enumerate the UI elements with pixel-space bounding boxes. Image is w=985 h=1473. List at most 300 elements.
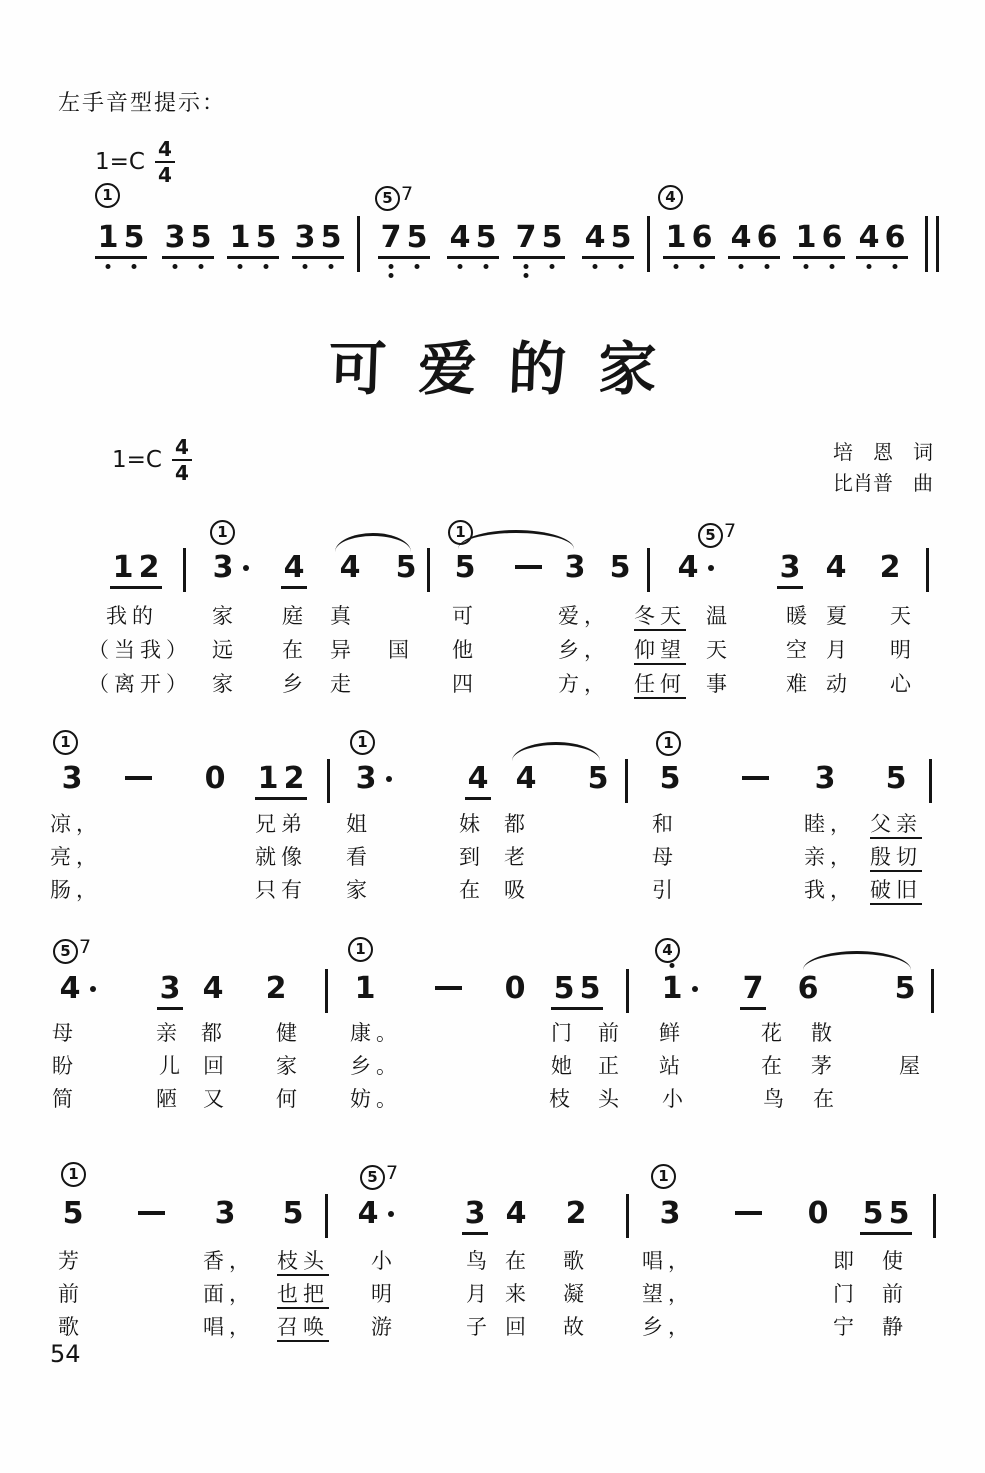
note <box>263 973 289 1005</box>
low-octave-dot <box>389 273 394 278</box>
lyric-syllable: 鲜 <box>659 1021 685 1045</box>
note <box>663 222 715 259</box>
lyric-syllable: 只有 <box>255 878 307 902</box>
note <box>513 763 539 795</box>
chord-mark <box>350 730 375 755</box>
chord-circled-degree: 1 <box>95 183 120 208</box>
chord-circled-degree: 1 <box>448 520 473 545</box>
lyric-syllable: 乡 <box>282 672 308 696</box>
meter-denominator: 4 <box>174 461 189 485</box>
note-digit: 3 <box>779 550 801 585</box>
chord-circled-degree: 1 <box>651 1164 676 1189</box>
low-octave-dot <box>458 264 463 269</box>
note-digit: 5 <box>888 1196 910 1231</box>
lyric-syllable: 在 <box>505 1249 531 1273</box>
lyric-syllable: 庭 <box>282 604 308 628</box>
chord-mark <box>95 183 120 208</box>
barline <box>427 548 430 592</box>
chord-circled-degree: 1 <box>61 1162 86 1187</box>
low-octave-dot <box>804 264 809 269</box>
augmentation-dot <box>90 986 96 992</box>
note-digit: 0 <box>504 971 526 1006</box>
lyric-syllable: 前 <box>598 1021 624 1045</box>
high-octave-dot <box>670 963 675 968</box>
barline <box>926 548 929 592</box>
lyric-syllable: 回 <box>203 1054 229 1078</box>
slur-arc <box>458 530 574 549</box>
chord-circled-degree: 4 <box>655 938 680 963</box>
note <box>162 222 214 259</box>
chord-seventh: 7 <box>386 1162 399 1184</box>
lyric-syllable: 花 <box>761 1021 787 1045</box>
lyric-syllable: 事 <box>706 672 732 696</box>
note-digit: 2 <box>265 971 287 1006</box>
note <box>95 222 147 259</box>
barline <box>626 1194 629 1238</box>
lyric-syllable: 破旧 <box>870 878 922 905</box>
lyric-syllable: 芳 <box>58 1249 84 1273</box>
note <box>657 763 683 795</box>
lyric-syllable: 老 <box>504 845 530 869</box>
note-digit: 5 <box>587 761 609 796</box>
lyric-syllable: 四 <box>452 672 478 696</box>
low-octave-dot <box>700 264 705 269</box>
lyric-syllable: 亲 <box>156 1021 182 1045</box>
meter-top-denominator: 4 <box>157 163 172 187</box>
barline <box>647 216 650 272</box>
note <box>352 973 378 1005</box>
lyric-syllable: 在 <box>813 1087 839 1111</box>
augmentation-dot <box>708 565 714 571</box>
lyric-syllable: 难 <box>786 672 812 696</box>
chord-mark <box>360 1162 398 1190</box>
note-digit: 4 <box>339 550 361 585</box>
note <box>659 973 685 1005</box>
note-digit: 4 <box>825 550 847 585</box>
low-octave-dot <box>415 264 420 269</box>
note-digit: 5 <box>318 222 344 254</box>
lyric-syllable: 都 <box>201 1021 227 1045</box>
lyric-syllable: 动 <box>826 672 852 696</box>
chord-circled-degree: 5 <box>360 1165 385 1190</box>
lyric-syllable: 回 <box>505 1315 531 1339</box>
note-digit: 1 <box>227 222 253 254</box>
low-octave-dot <box>674 264 679 269</box>
chord-mark <box>656 731 681 756</box>
note-digit: 5 <box>62 1196 84 1231</box>
note <box>551 973 603 1010</box>
chord-seventh: 7 <box>401 183 414 205</box>
note-digit: 5 <box>454 550 476 585</box>
lyric-syllable: （离开） <box>88 672 192 696</box>
lyric-syllable: 屋 <box>899 1054 925 1078</box>
lyric-syllable: 歌 <box>58 1315 84 1339</box>
note-digit: 4 <box>728 222 754 254</box>
lyric-syllable: 乡。 <box>350 1054 402 1078</box>
lyric-syllable: 使 <box>882 1249 908 1273</box>
lyric-syllable: 家 <box>276 1054 302 1078</box>
note <box>202 763 228 795</box>
note-digit: 5 <box>659 761 681 796</box>
lyric-syllable: 小 <box>662 1087 688 1111</box>
lyric-syllable: 远 <box>212 638 238 662</box>
note <box>59 763 85 795</box>
note-digit: 4 <box>447 222 473 254</box>
lyric-syllable: 前 <box>882 1282 908 1306</box>
note <box>157 973 183 1010</box>
chord-circled-degree: 1 <box>210 520 235 545</box>
note <box>503 1198 529 1230</box>
lyric-syllable: 妹 <box>459 812 485 836</box>
low-octave-dot <box>524 264 529 269</box>
lyric-syllable: 母 <box>52 1021 78 1045</box>
lyric-syllable: 月 <box>466 1282 492 1306</box>
note-digit: 5 <box>894 971 916 1006</box>
lyric-syllable: 陋 <box>156 1087 182 1111</box>
note-digit: 4 <box>467 761 489 796</box>
lyric-syllable: 异 <box>330 638 356 662</box>
lyric-syllable: 父亲 <box>870 812 922 839</box>
note-digit: 4 <box>357 1196 379 1231</box>
lyric-syllable: 游 <box>371 1315 397 1339</box>
note <box>462 1198 488 1235</box>
barline <box>933 1194 936 1238</box>
song-title: 可爱的家 <box>327 335 690 403</box>
note-digit: 7 <box>742 971 764 1006</box>
lyric-syllable: 姐 <box>346 812 372 836</box>
chord-mark <box>61 1162 86 1187</box>
lyric-syllable: （当我） <box>88 638 192 662</box>
lyric-syllable: 散 <box>811 1021 837 1045</box>
note-digit: 5 <box>862 1196 884 1231</box>
note <box>281 552 307 589</box>
lyric-syllable: 门 <box>551 1021 577 1045</box>
low-octave-dot <box>389 264 394 269</box>
note-digit: 1 <box>793 222 819 254</box>
lyric-syllable: 小 <box>371 1249 397 1273</box>
note <box>393 552 419 584</box>
lyric-syllable: 儿 <box>159 1054 185 1078</box>
note <box>883 763 909 795</box>
low-octave-dot <box>106 264 111 269</box>
chord-seventh: 7 <box>724 520 737 542</box>
note-digit: 4 <box>515 761 537 796</box>
lyric-syllable: 家 <box>212 672 238 696</box>
low-octave-dot <box>238 264 243 269</box>
low-octave-dot <box>830 264 835 269</box>
key-label: 1=C <box>112 446 162 473</box>
lyric-syllable: 到 <box>459 845 485 869</box>
meter-numerator: 4 <box>172 436 192 461</box>
note-digit: 5 <box>553 971 575 1006</box>
lyric-syllable: 天 <box>890 604 916 628</box>
note-digit: 1 <box>257 761 279 796</box>
note <box>57 973 83 1005</box>
credit-composer: 比肖普 曲 <box>833 471 933 495</box>
note <box>378 222 430 259</box>
lyric-syllable: 我， <box>804 878 856 902</box>
augmentation-dot <box>692 986 698 992</box>
note <box>675 552 701 584</box>
lyric-syllable: 枝头 <box>277 1249 329 1276</box>
lyric-syllable: 何 <box>276 1087 302 1111</box>
lyric-syllable: 唱， <box>642 1249 694 1273</box>
chord-circled-degree: 5 <box>53 939 78 964</box>
note-digit: 5 <box>539 222 565 254</box>
note-digit: 7 <box>513 222 539 254</box>
note-digit: 5 <box>609 550 631 585</box>
lyric-syllable: 她 <box>551 1054 577 1078</box>
note-digit: 5 <box>253 222 279 254</box>
note <box>210 552 236 584</box>
lyric-syllable: 可 <box>452 604 478 628</box>
note <box>562 552 588 584</box>
lyric-syllable: 家 <box>346 878 372 902</box>
low-octave-dot <box>524 273 529 278</box>
note-digit: 2 <box>283 761 305 796</box>
chord-circled-degree: 5 <box>375 186 400 211</box>
augmentation-dot <box>388 1211 394 1217</box>
lyric-syllable: 任何 <box>634 672 686 699</box>
slur-arc <box>335 533 411 552</box>
note-digit: 4 <box>59 971 81 1006</box>
lyric-syllable: 鸟 <box>763 1087 789 1111</box>
note-digit: 6 <box>882 222 908 254</box>
note <box>877 552 903 584</box>
chord-mark <box>651 1164 676 1189</box>
credit-lyricist: 培 恩 词 <box>833 440 933 464</box>
lyric-syllable: 国 <box>388 638 414 662</box>
note-digit: 1 <box>354 971 376 1006</box>
note <box>227 222 279 259</box>
lyric-syllable: 亲， <box>804 845 856 869</box>
chord-mark <box>348 937 373 962</box>
barline <box>625 759 628 803</box>
time-signature-top <box>155 138 175 185</box>
lyric-syllable: 空 <box>786 638 812 662</box>
note-dash <box>515 565 542 569</box>
lyric-syllable: 茅 <box>811 1054 837 1078</box>
note <box>793 222 845 259</box>
lyric-syllable: 唱， <box>203 1315 255 1339</box>
barline <box>626 969 629 1013</box>
chord-mark <box>375 183 413 211</box>
note-dash <box>742 776 769 780</box>
note-digit: 3 <box>564 550 586 585</box>
lyric-syllable: 他 <box>452 638 478 662</box>
lyric-syllable: 面， <box>203 1282 255 1306</box>
lyric-syllable: 也把 <box>277 1282 329 1309</box>
note <box>585 763 611 795</box>
note <box>292 222 344 259</box>
lyric-syllable: 天 <box>706 638 732 662</box>
note <box>280 1198 306 1230</box>
note-digit: 4 <box>582 222 608 254</box>
low-octave-dot <box>329 264 334 269</box>
note-digit: 3 <box>355 761 377 796</box>
barline <box>931 969 934 1013</box>
note-digit: 0 <box>807 1196 829 1231</box>
lyric-syllable: 走 <box>330 672 356 696</box>
lyric-syllable: 即 <box>833 1249 859 1273</box>
note <box>355 1198 381 1230</box>
lyric-syllable: 暖 <box>786 604 812 628</box>
note-digit: 1 <box>663 222 689 254</box>
low-octave-dot <box>893 264 898 269</box>
note <box>465 763 491 800</box>
note <box>200 973 226 1005</box>
lyric-syllable: 站 <box>659 1054 685 1078</box>
note-dash <box>125 776 152 780</box>
note-dash <box>435 986 462 990</box>
lyric-syllable: 都 <box>504 812 530 836</box>
lyric-syllable: 就像 <box>255 845 307 869</box>
note <box>110 552 162 589</box>
note-digit: 2 <box>879 550 901 585</box>
lyric-syllable: 头 <box>598 1087 624 1111</box>
slur-arc <box>803 951 911 970</box>
note-digit: 1 <box>112 550 134 585</box>
chord-mark <box>658 185 683 210</box>
lyric-syllable: 心 <box>890 672 916 696</box>
note <box>502 973 528 1005</box>
lyric-syllable: 前 <box>58 1282 84 1306</box>
lyric-syllable: 康。 <box>350 1021 402 1045</box>
note-digit: 5 <box>282 1196 304 1231</box>
chord-mark <box>53 730 78 755</box>
slur-arc <box>512 742 600 761</box>
note-digit: 6 <box>754 222 780 254</box>
barline <box>357 216 360 272</box>
note-digit: 5 <box>885 761 907 796</box>
chord-mark <box>655 938 680 963</box>
page-number: 54 <box>50 1340 81 1368</box>
chord-mark <box>53 936 91 964</box>
note <box>657 1198 683 1230</box>
low-octave-dot <box>173 264 178 269</box>
note <box>452 552 478 584</box>
note <box>740 973 766 1010</box>
note <box>795 973 821 1005</box>
lyric-syllable: 温 <box>706 604 732 628</box>
lyric-syllable: 殷切 <box>870 845 922 872</box>
note-digit: 6 <box>797 971 819 1006</box>
note-digit: 4 <box>856 222 882 254</box>
lyric-syllable: 夏 <box>826 604 852 628</box>
lyric-syllable: 兄弟 <box>255 812 307 836</box>
lyric-syllable: 在 <box>761 1054 787 1078</box>
barline <box>325 969 328 1013</box>
note-digit: 1 <box>659 973 685 1005</box>
note-digit: 5 <box>188 222 214 254</box>
note <box>607 552 633 584</box>
note-digit: 3 <box>162 222 188 254</box>
lyric-syllable: 望， <box>642 1282 694 1306</box>
chord-circled-degree: 1 <box>348 937 373 962</box>
chord-mark <box>210 520 235 545</box>
lyric-syllable: 爱， <box>558 604 610 628</box>
chord-circled-degree: 1 <box>656 731 681 756</box>
low-octave-dot <box>132 264 137 269</box>
note-digit: 4 <box>677 550 699 585</box>
low-octave-dot <box>484 264 489 269</box>
low-octave-dot <box>303 264 308 269</box>
key-top-label: 1=C <box>95 148 145 175</box>
note <box>337 552 363 584</box>
lyric-syllable: 妨。 <box>350 1087 402 1111</box>
low-octave-dot <box>765 264 770 269</box>
note <box>812 763 838 795</box>
note-digit: 5 <box>395 550 417 585</box>
note-digit: 3 <box>61 761 83 796</box>
low-octave-dot <box>739 264 744 269</box>
note-digit: 0 <box>204 761 226 796</box>
lyric-syllable: 子 <box>466 1315 492 1339</box>
note <box>582 222 634 259</box>
note <box>513 222 565 259</box>
lyric-syllable: 月 <box>826 638 852 662</box>
note-digit: 5 <box>608 222 634 254</box>
chord-circled-degree: 5 <box>698 523 723 548</box>
lyric-syllable: 门 <box>833 1282 859 1306</box>
lyric-syllable: 鸟 <box>466 1249 492 1273</box>
lyric-syllable: 亮， <box>50 845 102 869</box>
lyric-syllable: 明 <box>890 638 916 662</box>
lyric-syllable: 乡， <box>642 1315 694 1339</box>
note-digit: 6 <box>819 222 845 254</box>
barline <box>647 548 650 592</box>
lyric-syllable: 在 <box>282 638 308 662</box>
note-digit: 4 <box>202 971 224 1006</box>
lyric-syllable: 凉， <box>50 812 102 836</box>
credits <box>833 437 933 499</box>
lyric-syllable: 和 <box>652 812 678 836</box>
lyric-syllable: 静 <box>882 1315 908 1339</box>
note-digit: 3 <box>214 1196 236 1231</box>
lyric-syllable: 吸 <box>504 878 530 902</box>
lyric-syllable: 看 <box>346 845 372 869</box>
note <box>805 1198 831 1230</box>
note <box>563 1198 589 1230</box>
lyric-syllable: 凝 <box>563 1282 589 1306</box>
lyric-syllable: 健 <box>276 1021 302 1045</box>
note <box>823 552 849 584</box>
chord-circled-degree: 1 <box>350 730 375 755</box>
note-digit: 1 <box>95 222 121 254</box>
lyric-syllable: 引 <box>652 878 678 902</box>
key-signature <box>112 436 192 483</box>
barline <box>929 759 932 803</box>
note <box>255 763 307 800</box>
note-digit: 3 <box>814 761 836 796</box>
note-digit: 5 <box>473 222 499 254</box>
note-dash <box>735 1211 762 1215</box>
augmentation-dot <box>243 565 249 571</box>
low-octave-dot <box>593 264 598 269</box>
chord-circled-degree: 1 <box>53 730 78 755</box>
note <box>447 222 499 259</box>
double-barline <box>925 216 939 272</box>
barline <box>183 548 186 592</box>
lyric-syllable: 盼 <box>52 1054 78 1078</box>
note-dash <box>138 1211 165 1215</box>
low-octave-dot <box>867 264 872 269</box>
lyric-syllable: 又 <box>203 1087 229 1111</box>
note-digit: 4 <box>505 1196 527 1231</box>
key-signature-top <box>95 138 175 185</box>
note <box>856 222 908 259</box>
note <box>892 973 918 1005</box>
